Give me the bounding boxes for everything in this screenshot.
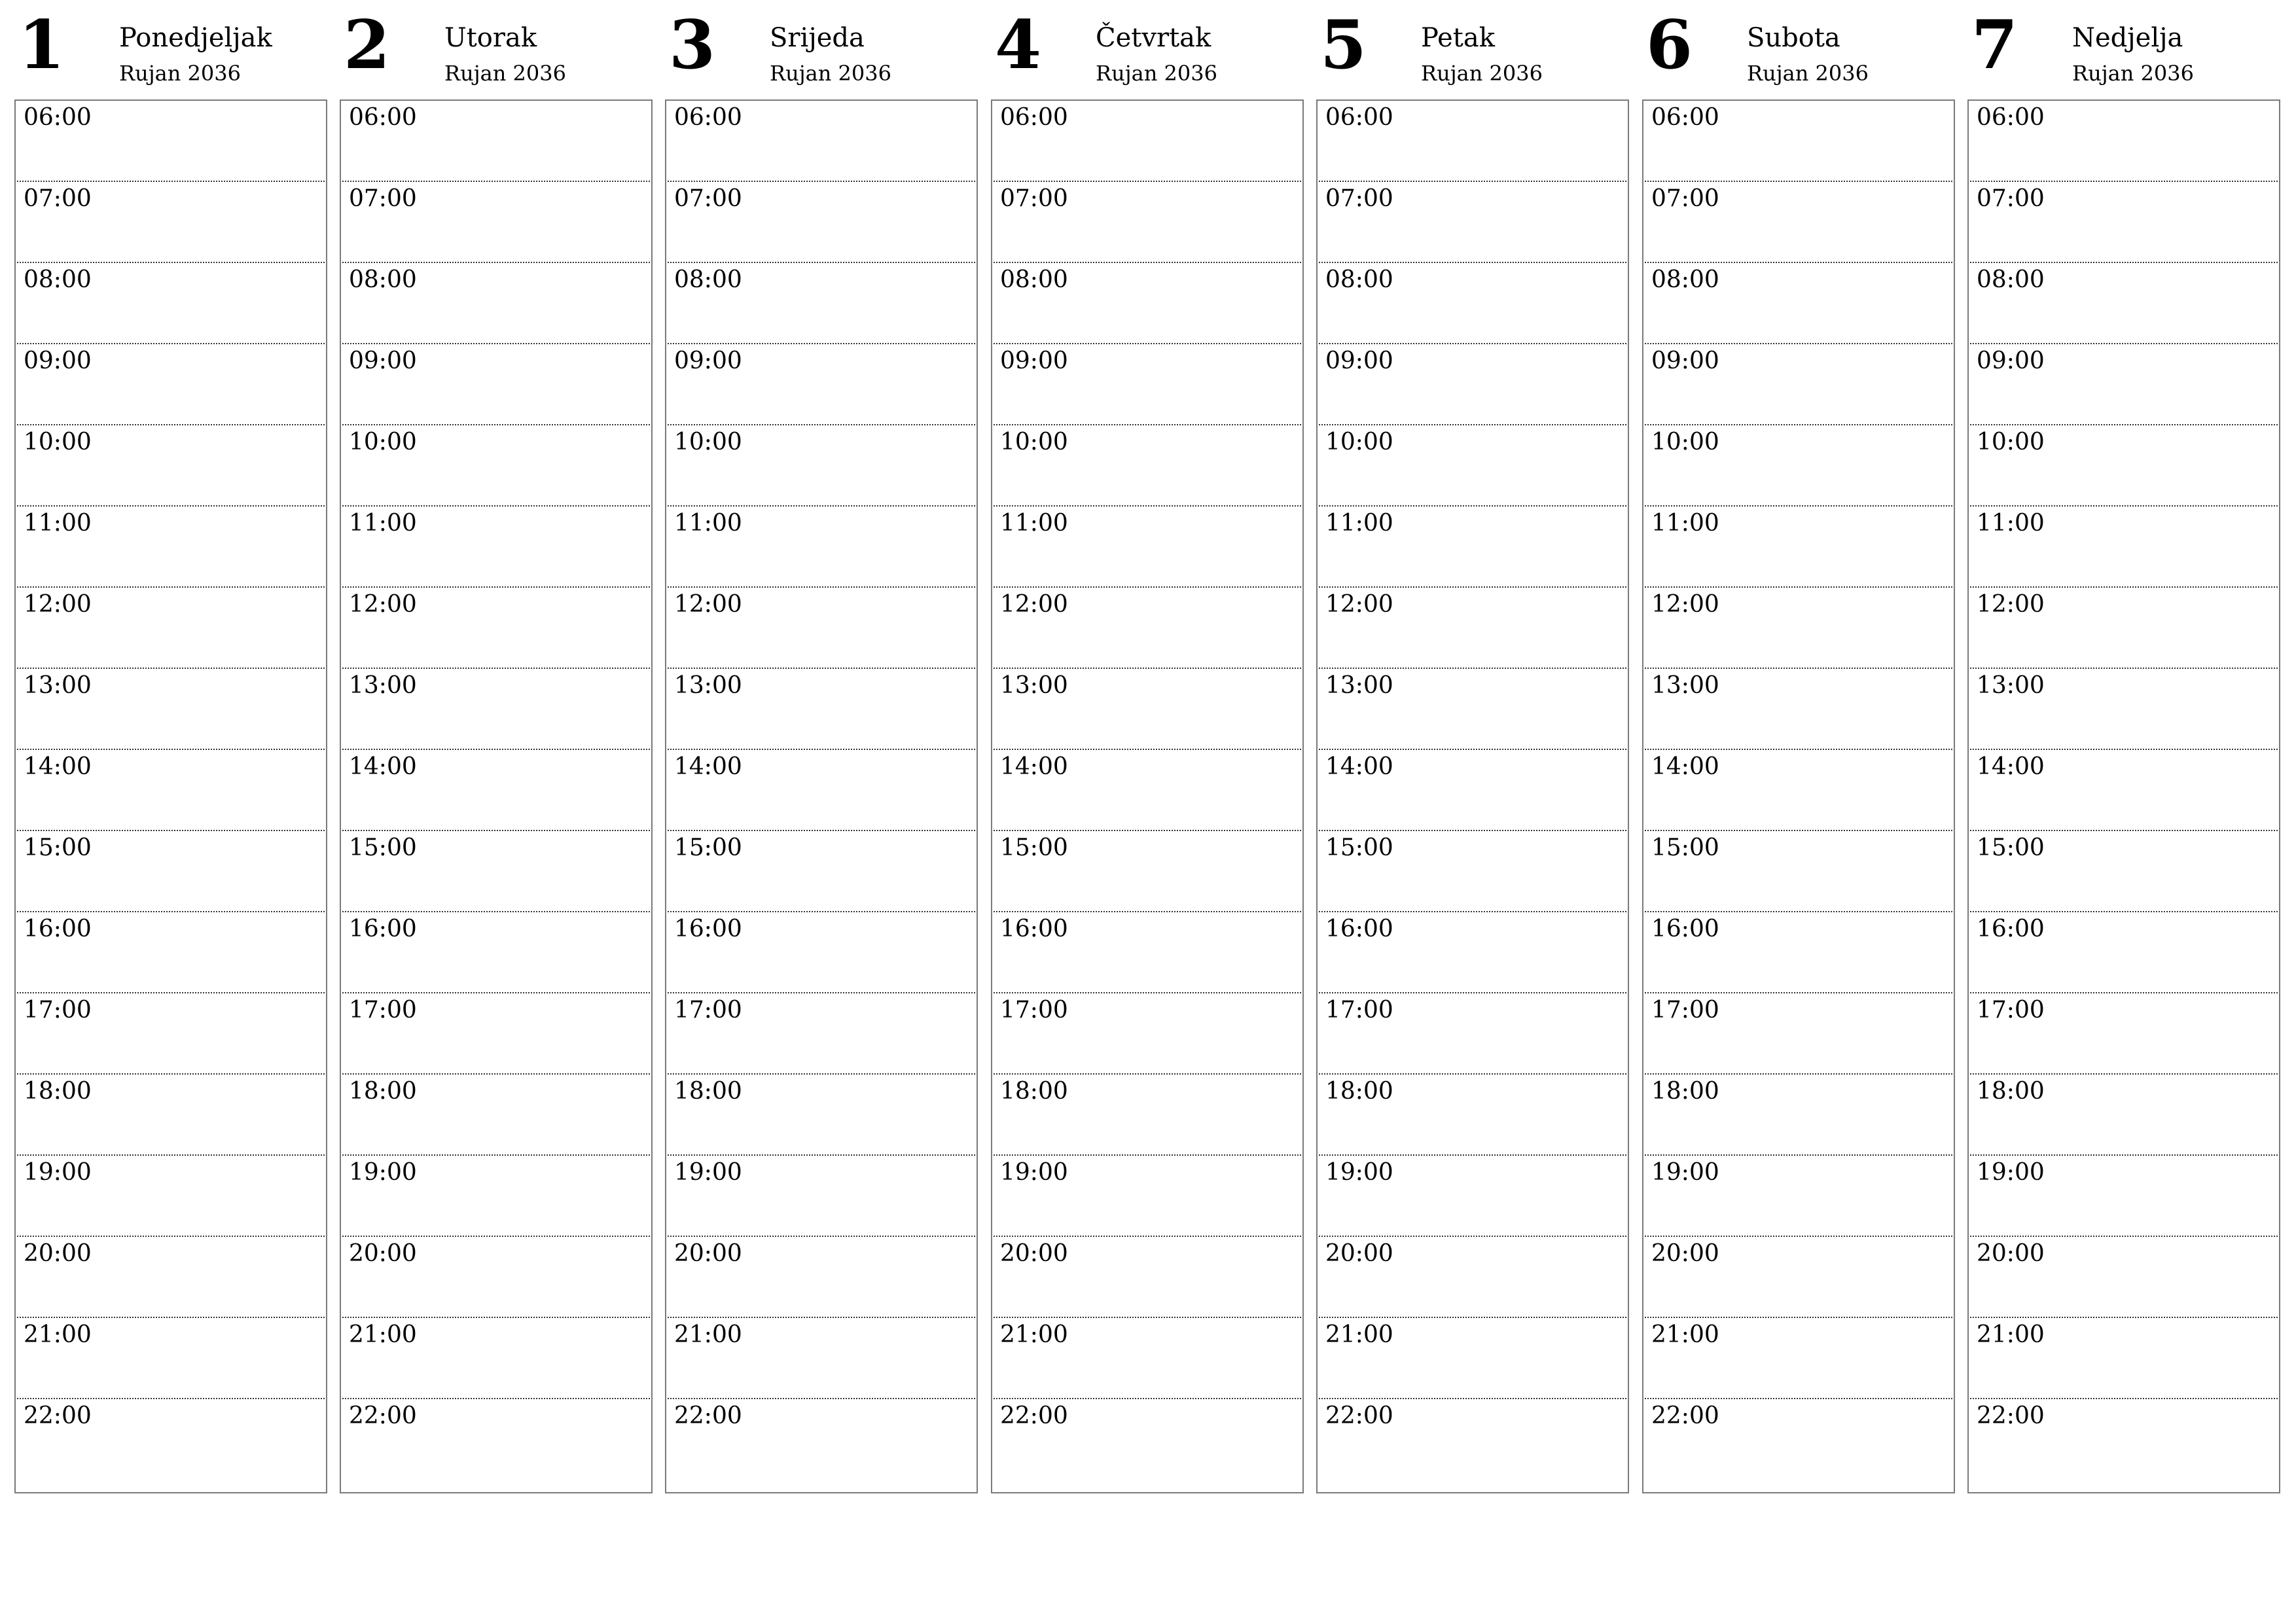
time-label: 11:00 (1977, 510, 2045, 537)
time-slot[interactable] (1645, 993, 1952, 1075)
time-slot[interactable] (17, 912, 325, 993)
day-number: 3 (669, 6, 715, 84)
day-schedule-box (1316, 99, 1629, 1493)
time-label: 16:00 (1000, 916, 1068, 942)
time-slot[interactable] (1645, 1399, 1952, 1480)
day-name: Srijeda (770, 23, 865, 53)
time-label: 16:00 (349, 916, 417, 942)
day-column (340, 0, 653, 1429)
time-label: 06:00 (24, 104, 92, 131)
time-label: 19:00 (674, 1159, 742, 1186)
time-slot[interactable] (1970, 1075, 2278, 1156)
time-slot[interactable] (342, 1318, 650, 1399)
time-slot[interactable] (1319, 182, 1626, 263)
time-label: 13:00 (1325, 672, 1393, 699)
time-slot[interactable] (1970, 750, 2278, 831)
time-slot[interactable] (1319, 1399, 1626, 1480)
time-label: 22:00 (1977, 1402, 2045, 1429)
day-schedule-box (1967, 99, 2280, 1493)
time-label: 08:00 (674, 266, 742, 293)
time-slot[interactable] (17, 263, 325, 344)
time-slot[interactable] (1970, 425, 2278, 507)
time-slot[interactable] (342, 1156, 650, 1237)
time-slot[interactable] (17, 1075, 325, 1156)
time-slot[interactable] (1319, 1156, 1626, 1237)
day-schedule-box (1642, 99, 1955, 1493)
time-slot[interactable] (1319, 912, 1626, 993)
time-label: 14:00 (674, 753, 742, 780)
time-slot[interactable] (1319, 1237, 1626, 1318)
time-label: 08:00 (1977, 266, 2045, 293)
time-label: 21:00 (1651, 1321, 1719, 1348)
day-number: 1 (18, 6, 65, 84)
time-slot[interactable] (342, 344, 650, 425)
time-label: 22:00 (1000, 1402, 1068, 1429)
time-label: 19:00 (349, 1159, 417, 1186)
time-slot[interactable] (342, 588, 650, 669)
time-label: 20:00 (349, 1240, 417, 1267)
time-label: 10:00 (1000, 429, 1068, 455)
time-slot[interactable] (1645, 912, 1952, 993)
time-label: 06:00 (1977, 104, 2045, 131)
time-slot[interactable] (17, 750, 325, 831)
time-label: 11:00 (1325, 510, 1393, 537)
time-slot[interactable] (1970, 669, 2278, 750)
time-label: 12:00 (1325, 591, 1393, 618)
time-slot[interactable] (1319, 507, 1626, 588)
time-label: 13:00 (1977, 672, 2045, 699)
time-label: 08:00 (349, 266, 417, 293)
day-header (991, 0, 1304, 99)
day-schedule-box (991, 99, 1304, 1493)
time-slot[interactable] (17, 588, 325, 669)
time-slot[interactable] (994, 263, 1301, 344)
time-label: 10:00 (1651, 429, 1719, 455)
time-label: 18:00 (1000, 1078, 1068, 1105)
time-label: 21:00 (24, 1321, 92, 1348)
time-label: 22:00 (24, 1402, 92, 1429)
time-slot[interactable] (668, 344, 975, 425)
time-slot[interactable] (994, 101, 1301, 182)
time-label: 12:00 (1000, 591, 1068, 618)
time-label: 15:00 (674, 834, 742, 861)
time-label: 09:00 (1977, 348, 2045, 374)
time-label: 19:00 (1977, 1159, 2045, 1186)
time-slot[interactable] (1970, 1399, 2278, 1480)
day-header (14, 0, 327, 99)
time-slot[interactable] (1645, 1237, 1952, 1318)
time-label: 16:00 (24, 916, 92, 942)
day-name: Subota (1747, 23, 1840, 53)
time-label: 20:00 (674, 1240, 742, 1267)
time-slot[interactable] (17, 993, 325, 1075)
time-slot[interactable] (17, 1156, 325, 1237)
time-label: 21:00 (1000, 1321, 1068, 1348)
time-label: 17:00 (674, 997, 742, 1024)
day-month: Rujan 2036 (1421, 61, 1543, 86)
time-label: 07:00 (1651, 185, 1719, 212)
time-slot[interactable] (1970, 831, 2278, 912)
time-label: 18:00 (349, 1078, 417, 1105)
day-name: Ponedjeljak (119, 23, 272, 53)
time-label: 10:00 (349, 429, 417, 455)
day-column (1967, 0, 2280, 1429)
time-slot[interactable] (1970, 993, 2278, 1075)
time-slot[interactable] (668, 425, 975, 507)
day-schedule-box (14, 99, 327, 1493)
time-label: 07:00 (1977, 185, 2045, 212)
time-slot[interactable] (1645, 588, 1952, 669)
time-label: 14:00 (1000, 753, 1068, 780)
time-slot[interactable] (342, 182, 650, 263)
time-slot[interactable] (668, 669, 975, 750)
time-slot[interactable] (994, 831, 1301, 912)
time-slot[interactable] (342, 1237, 650, 1318)
time-slot[interactable] (342, 101, 650, 182)
time-label: 14:00 (1325, 753, 1393, 780)
day-name: Nedjelja (2072, 23, 2183, 53)
time-label: 15:00 (1977, 834, 2045, 861)
time-slot[interactable] (17, 831, 325, 912)
time-slot[interactable] (994, 1075, 1301, 1156)
time-label: 15:00 (24, 834, 92, 861)
time-label: 17:00 (24, 997, 92, 1024)
time-slot[interactable] (1645, 669, 1952, 750)
time-label: 17:00 (349, 997, 417, 1024)
day-column (14, 0, 327, 1429)
time-slot[interactable] (668, 1399, 975, 1480)
time-slot[interactable] (17, 1318, 325, 1399)
time-label: 08:00 (1651, 266, 1719, 293)
time-slot[interactable] (994, 912, 1301, 993)
time-label: 07:00 (1000, 185, 1068, 212)
time-slot[interactable] (1970, 588, 2278, 669)
time-slot[interactable] (1645, 1156, 1952, 1237)
time-slot[interactable] (342, 507, 650, 588)
time-slot[interactable] (1970, 1318, 2278, 1399)
time-slot[interactable] (668, 507, 975, 588)
time-label: 07:00 (349, 185, 417, 212)
time-label: 09:00 (349, 348, 417, 374)
day-column (1316, 0, 1629, 1429)
time-slot[interactable] (1319, 344, 1626, 425)
time-label: 10:00 (1325, 429, 1393, 455)
time-label: 17:00 (1977, 997, 2045, 1024)
time-slot[interactable] (1970, 1156, 2278, 1237)
time-slot[interactable] (17, 425, 325, 507)
time-slot[interactable] (1319, 993, 1626, 1075)
time-label: 20:00 (1325, 1240, 1393, 1267)
day-header (340, 0, 653, 99)
time-label: 14:00 (1977, 753, 2045, 780)
time-slot[interactable] (1645, 507, 1952, 588)
time-label: 11:00 (1651, 510, 1719, 537)
time-slot[interactable] (1970, 344, 2278, 425)
day-name: Utorak (444, 23, 537, 53)
time-label: 20:00 (1977, 1240, 2045, 1267)
time-slot[interactable] (668, 831, 975, 912)
time-label: 18:00 (674, 1078, 742, 1105)
day-schedule-box (340, 99, 653, 1493)
time-slot[interactable] (668, 750, 975, 831)
time-slot[interactable] (668, 1237, 975, 1318)
time-slot[interactable] (994, 588, 1301, 669)
time-slot[interactable] (994, 993, 1301, 1075)
time-label: 14:00 (349, 753, 417, 780)
time-label: 22:00 (674, 1402, 742, 1429)
time-label: 20:00 (24, 1240, 92, 1267)
time-label: 20:00 (1000, 1240, 1068, 1267)
time-label: 21:00 (674, 1321, 742, 1348)
time-slot[interactable] (1645, 425, 1952, 507)
day-number: 6 (1646, 6, 1693, 84)
time-label: 10:00 (674, 429, 742, 455)
time-slot[interactable] (342, 1399, 650, 1480)
time-slot[interactable] (994, 1156, 1301, 1237)
time-label: 06:00 (1651, 104, 1719, 131)
time-label: 19:00 (1651, 1159, 1719, 1186)
day-header (1642, 0, 1955, 99)
time-label: 08:00 (24, 266, 92, 293)
time-slot[interactable] (17, 669, 325, 750)
time-slot[interactable] (1319, 750, 1626, 831)
time-slot[interactable] (342, 425, 650, 507)
time-slot[interactable] (342, 912, 650, 993)
time-slot[interactable] (342, 831, 650, 912)
time-label: 13:00 (24, 672, 92, 699)
time-label: 06:00 (349, 104, 417, 131)
day-month: Rujan 2036 (770, 61, 891, 86)
time-slot[interactable] (1319, 831, 1626, 912)
time-label: 15:00 (349, 834, 417, 861)
time-slot[interactable] (17, 507, 325, 588)
time-label: 11:00 (1000, 510, 1068, 537)
time-label: 18:00 (1325, 1078, 1393, 1105)
time-slot[interactable] (1319, 101, 1626, 182)
time-label: 16:00 (674, 916, 742, 942)
time-slot[interactable] (994, 1399, 1301, 1480)
day-schedule-box (665, 99, 978, 1493)
time-slot[interactable] (342, 750, 650, 831)
day-column (665, 0, 978, 1429)
time-slot[interactable] (342, 993, 650, 1075)
time-label: 15:00 (1325, 834, 1393, 861)
time-slot[interactable] (994, 182, 1301, 263)
time-slot[interactable] (17, 1399, 325, 1480)
time-slot[interactable] (1970, 101, 2278, 182)
time-slot[interactable] (1645, 750, 1952, 831)
day-month: Rujan 2036 (119, 61, 241, 86)
time-slot[interactable] (994, 669, 1301, 750)
time-label: 15:00 (1651, 834, 1719, 861)
time-slot[interactable] (1645, 1318, 1952, 1399)
time-slot[interactable] (1319, 263, 1626, 344)
time-slot[interactable] (1319, 669, 1626, 750)
time-label: 18:00 (1977, 1078, 2045, 1105)
time-label: 10:00 (1977, 429, 2045, 455)
time-slot[interactable] (668, 912, 975, 993)
time-label: 12:00 (349, 591, 417, 618)
time-slot[interactable] (1970, 912, 2278, 993)
time-label: 16:00 (1651, 916, 1719, 942)
time-slot[interactable] (668, 1318, 975, 1399)
time-label: 09:00 (1325, 348, 1393, 374)
time-slot[interactable] (1645, 1075, 1952, 1156)
time-label: 09:00 (1651, 348, 1719, 374)
time-label: 07:00 (674, 185, 742, 212)
time-label: 11:00 (349, 510, 417, 537)
time-label: 07:00 (1325, 185, 1393, 212)
time-slot[interactable] (668, 1156, 975, 1237)
time-slot[interactable] (1645, 263, 1952, 344)
time-label: 15:00 (1000, 834, 1068, 861)
time-slot[interactable] (1319, 1318, 1626, 1399)
time-slot[interactable] (668, 263, 975, 344)
time-slot[interactable] (1970, 1237, 2278, 1318)
time-label: 07:00 (24, 185, 92, 212)
time-label: 10:00 (24, 429, 92, 455)
day-header (1967, 0, 2280, 99)
time-label: 21:00 (1325, 1321, 1393, 1348)
time-slot[interactable] (668, 182, 975, 263)
day-column (1642, 0, 1955, 1429)
time-slot[interactable] (17, 182, 325, 263)
time-slot[interactable] (994, 1237, 1301, 1318)
time-slot[interactable] (1319, 1075, 1626, 1156)
time-label: 09:00 (24, 348, 92, 374)
time-label: 18:00 (24, 1078, 92, 1105)
time-label: 12:00 (674, 591, 742, 618)
time-label: 13:00 (674, 672, 742, 699)
time-label: 09:00 (674, 348, 742, 374)
time-label: 22:00 (349, 1402, 417, 1429)
day-number: 7 (1971, 6, 2018, 84)
time-slot[interactable] (1970, 507, 2278, 588)
time-label: 20:00 (1651, 1240, 1719, 1267)
time-label: 06:00 (674, 104, 742, 131)
time-label: 11:00 (674, 510, 742, 537)
time-label: 16:00 (1977, 916, 2045, 942)
time-slot[interactable] (1645, 831, 1952, 912)
time-label: 18:00 (1651, 1078, 1719, 1105)
time-slot[interactable] (994, 1318, 1301, 1399)
time-slot[interactable] (17, 344, 325, 425)
time-label: 09:00 (1000, 348, 1068, 374)
day-number: 4 (995, 6, 1041, 84)
time-label: 12:00 (24, 591, 92, 618)
time-slot[interactable] (1645, 101, 1952, 182)
time-slot[interactable] (1645, 344, 1952, 425)
day-name: Četvrtak (1096, 23, 1211, 53)
time-label: 22:00 (1651, 1402, 1719, 1429)
time-label: 19:00 (24, 1159, 92, 1186)
time-label: 22:00 (1325, 1402, 1393, 1429)
time-label: 06:00 (1000, 104, 1068, 131)
time-label: 17:00 (1000, 997, 1068, 1024)
time-label: 16:00 (1325, 916, 1393, 942)
time-label: 13:00 (1000, 672, 1068, 699)
day-month: Rujan 2036 (1096, 61, 1217, 86)
time-label: 17:00 (1325, 997, 1393, 1024)
time-slot[interactable] (994, 750, 1301, 831)
time-slot[interactable] (1970, 263, 2278, 344)
time-slot[interactable] (668, 588, 975, 669)
time-slot[interactable] (668, 101, 975, 182)
time-slot[interactable] (17, 1237, 325, 1318)
time-label: 17:00 (1651, 997, 1719, 1024)
time-slot[interactable] (1970, 182, 2278, 263)
time-label: 06:00 (1325, 104, 1393, 131)
day-number: 5 (1320, 6, 1367, 84)
day-name: Petak (1421, 23, 1495, 53)
time-label: 19:00 (1000, 1159, 1068, 1186)
day-month: Rujan 2036 (444, 61, 566, 86)
time-slot[interactable] (994, 344, 1301, 425)
time-label: 14:00 (1651, 753, 1719, 780)
day-number: 2 (344, 6, 390, 84)
time-label: 13:00 (1651, 672, 1719, 699)
time-slot[interactable] (668, 1075, 975, 1156)
time-slot[interactable] (994, 425, 1301, 507)
day-header (665, 0, 978, 99)
day-month: Rujan 2036 (1747, 61, 1869, 86)
time-slot[interactable] (17, 101, 325, 182)
time-label: 12:00 (1651, 591, 1719, 618)
time-label: 08:00 (1325, 266, 1393, 293)
time-label: 12:00 (1977, 591, 2045, 618)
time-label: 13:00 (349, 672, 417, 699)
time-label: 21:00 (1977, 1321, 2045, 1348)
time-label: 08:00 (1000, 266, 1068, 293)
time-label: 21:00 (349, 1321, 417, 1348)
time-label: 14:00 (24, 753, 92, 780)
day-header (1316, 0, 1629, 99)
time-label: 11:00 (24, 510, 92, 537)
time-slot[interactable] (1319, 588, 1626, 669)
time-slot[interactable] (668, 993, 975, 1075)
time-slot[interactable] (342, 263, 650, 344)
time-slot[interactable] (994, 507, 1301, 588)
day-column (991, 0, 1304, 1429)
time-slot[interactable] (342, 669, 650, 750)
day-month: Rujan 2036 (2072, 61, 2194, 86)
time-slot[interactable] (1645, 182, 1952, 263)
time-slot[interactable] (342, 1075, 650, 1156)
time-label: 19:00 (1325, 1159, 1393, 1186)
time-slot[interactable] (1319, 425, 1626, 507)
